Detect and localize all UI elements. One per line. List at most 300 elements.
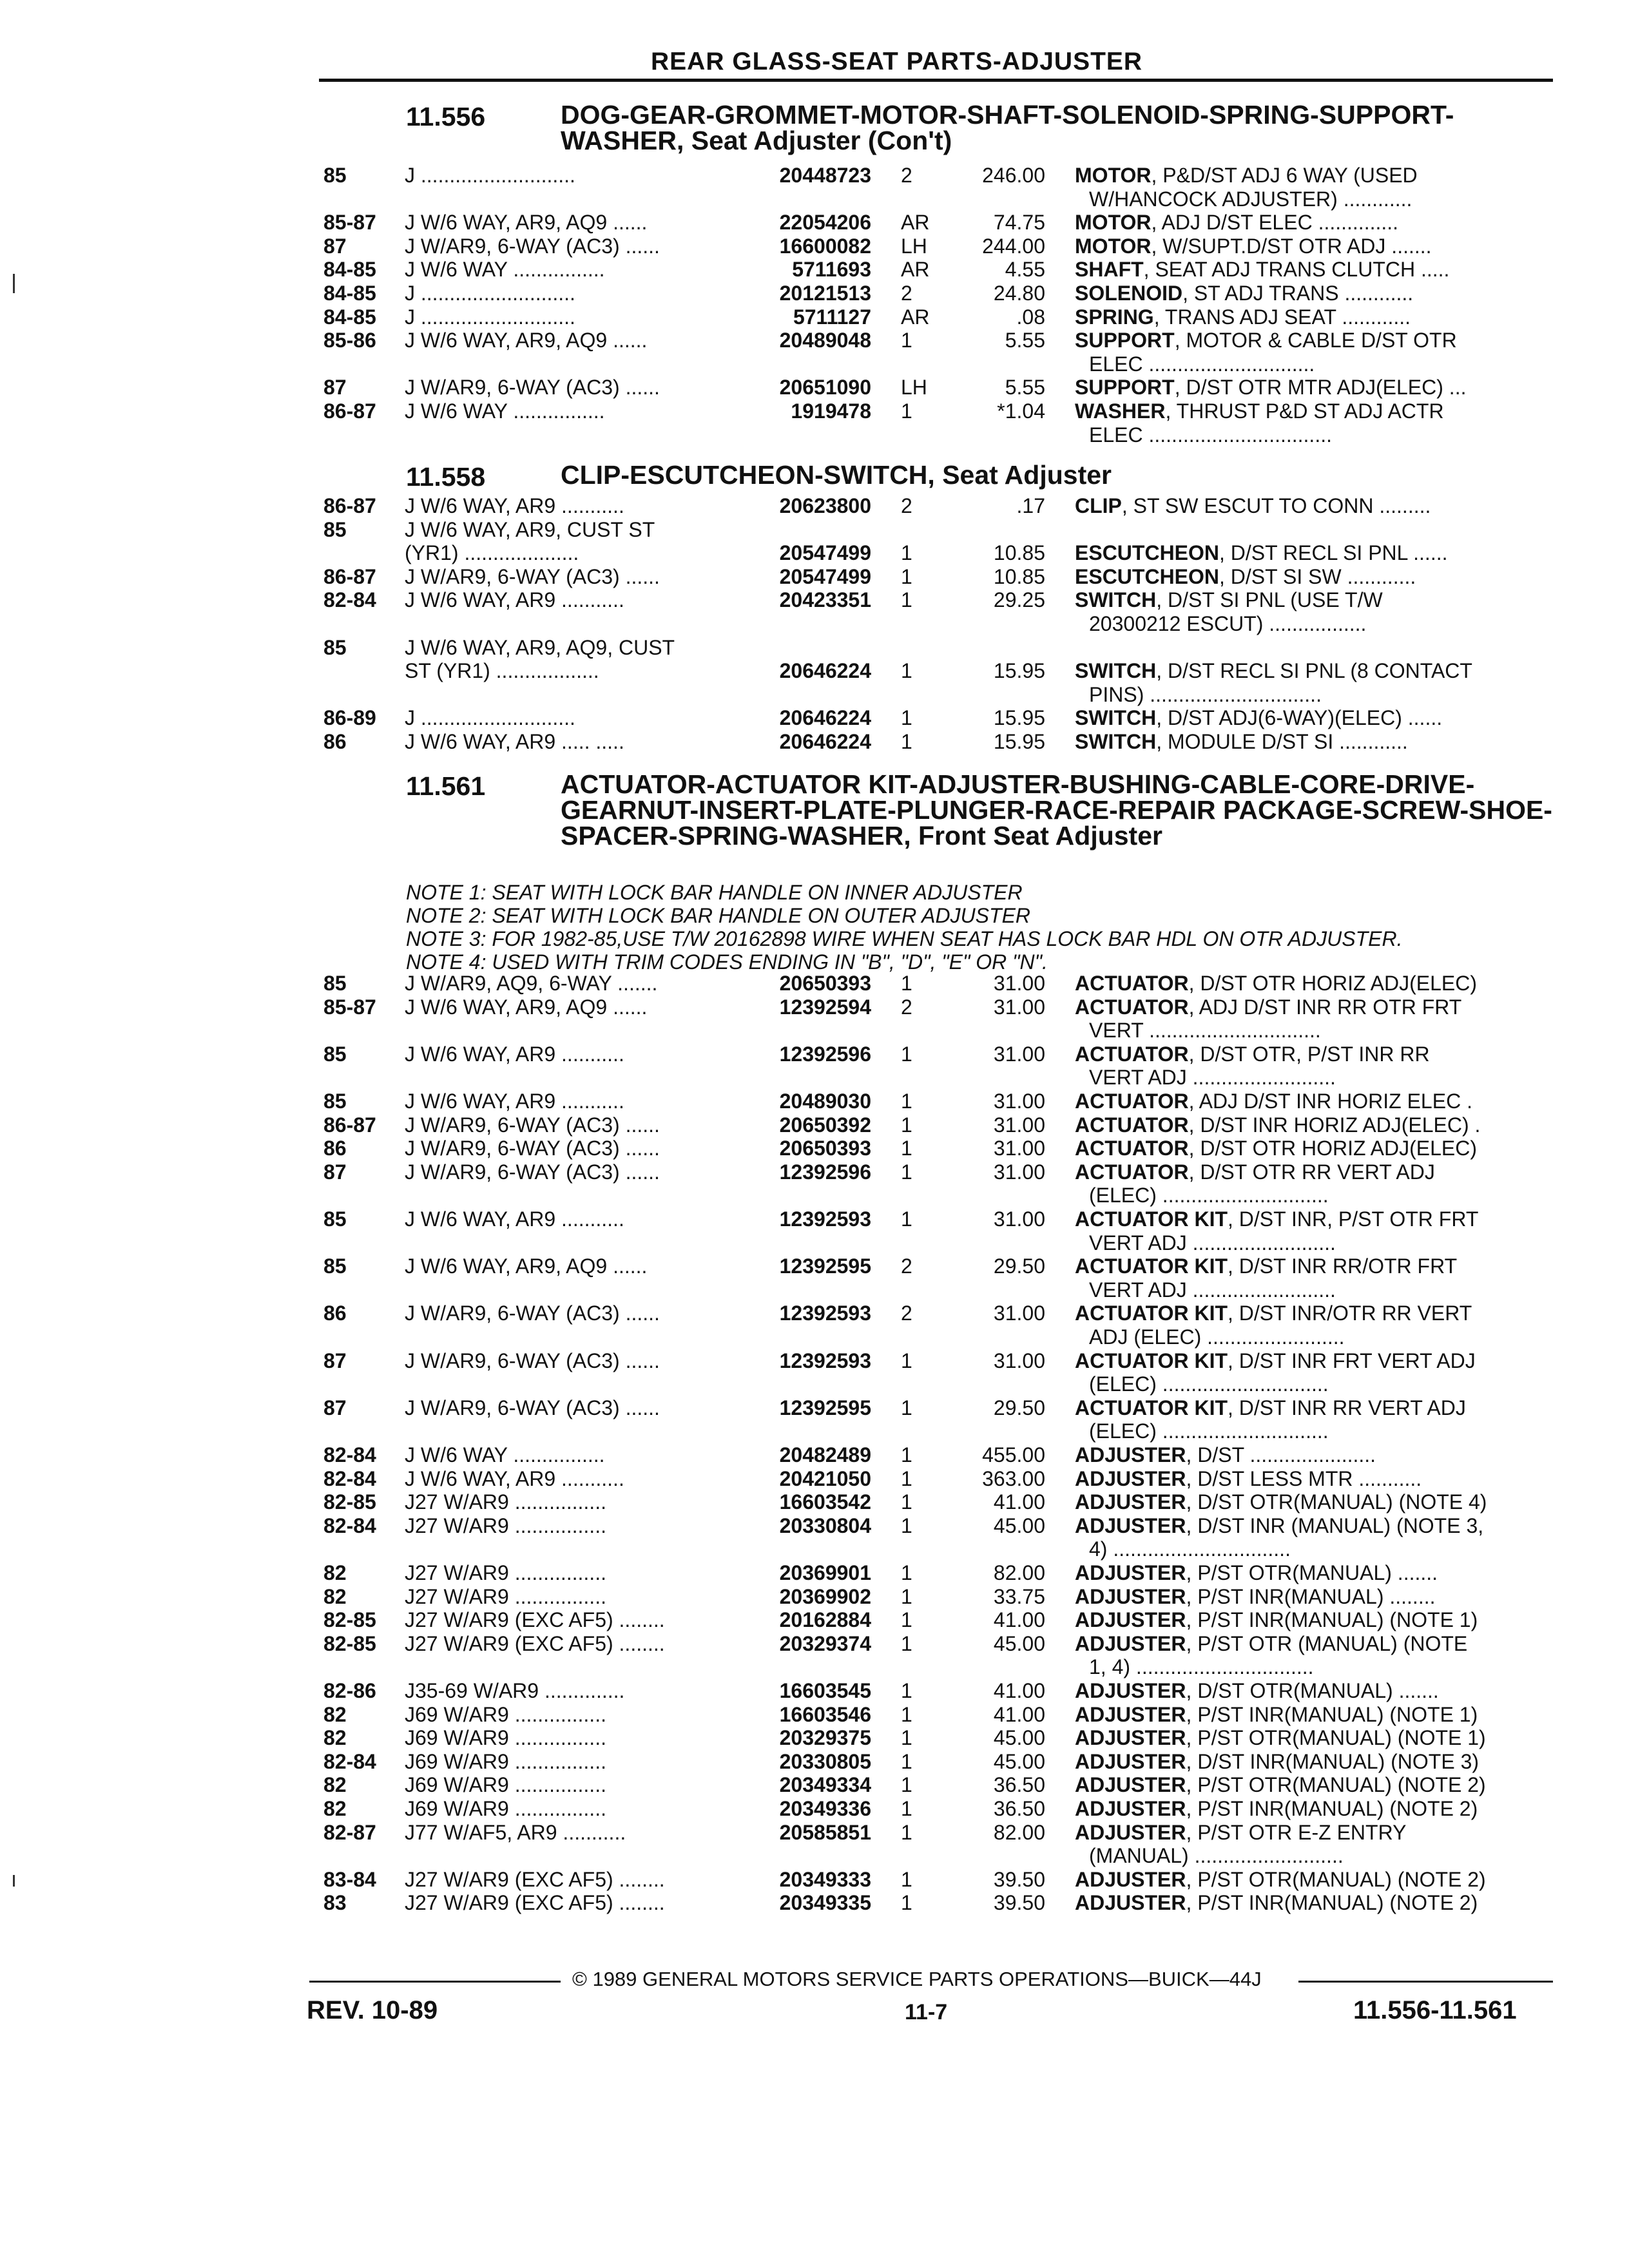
- part-name: [1075, 376, 1539, 399]
- part-number: 22054206: [779, 211, 871, 235]
- part-name: [1075, 565, 1539, 588]
- part-name-detail: , P/ST OTR(MANUAL) .......: [1186, 1561, 1438, 1584]
- model-years: 86-87: [323, 494, 376, 517]
- part-name-keyword: SWITCH: [1075, 588, 1157, 612]
- price: .08: [1016, 305, 1045, 329]
- table-row-continuation: [0, 683, 1629, 706]
- table-row: [0, 706, 1629, 729]
- part-name-continuation: (ELEC) .............................: [1089, 1372, 1329, 1396]
- part-name-detail: , SEAT ADJ TRANS CLUTCH .....: [1143, 258, 1450, 282]
- model-years: 85-87: [323, 211, 376, 235]
- part-name-continuation: PINS) ..............................: [1089, 682, 1322, 706]
- part-name-keyword: ADJUSTER: [1075, 1867, 1186, 1891]
- table-row: [0, 1821, 1629, 1844]
- part-name: [1075, 1868, 1539, 1891]
- application-description: J27 W/AR9 ................: [405, 1561, 606, 1584]
- table-row: [0, 235, 1629, 258]
- part-number: 1919478: [791, 399, 871, 423]
- price: 31.00: [993, 972, 1045, 995]
- table-row: [0, 1254, 1629, 1278]
- table-row: [0, 1490, 1629, 1514]
- price: 31.00: [993, 1160, 1045, 1184]
- quantity: 1: [901, 706, 912, 730]
- application-description: J27 W/AR9 ................: [405, 1514, 606, 1537]
- part-name-keyword: MOTOR: [1075, 211, 1152, 235]
- quantity: 1: [901, 1514, 912, 1537]
- part-name: [1075, 211, 1539, 234]
- part-number: 5711693: [792, 258, 871, 282]
- part-name-detail: , D/ST INR RR/OTR FRT: [1228, 1254, 1458, 1278]
- quantity: 1: [901, 1113, 912, 1137]
- model-years: 85-87: [323, 995, 376, 1019]
- table-row: [0, 730, 1629, 753]
- price: 41.00: [993, 1490, 1045, 1514]
- quantity: 1: [901, 1749, 912, 1773]
- part-number: 12392594: [779, 995, 871, 1019]
- part-number: 20329374: [779, 1631, 871, 1655]
- quantity: 1: [901, 1702, 912, 1726]
- part-name-continuation: 1, 4) ...............................: [1089, 1655, 1314, 1679]
- part-name: [1075, 972, 1539, 995]
- application-description: J W/AR9, 6-WAY (AC3) ......: [405, 1396, 660, 1419]
- part-name-detail: , D/ST SI PNL (USE T/W: [1156, 588, 1383, 612]
- part-name-detail: , D/ST INR, P/ST OTR FRT: [1228, 1207, 1479, 1231]
- application-description: J W/6 WAY ................: [405, 258, 605, 282]
- part-name-keyword: ESCUTCHEON: [1075, 564, 1220, 588]
- application-description: J ...........................: [405, 282, 575, 305]
- application-description: J27 W/AR9 (EXC AF5) ........: [405, 1631, 665, 1655]
- table-row: [0, 1349, 1629, 1372]
- model-years: 82-87: [323, 1820, 376, 1844]
- quantity: 1: [901, 1631, 912, 1655]
- part-number: 16603545: [779, 1679, 871, 1702]
- part-number: 12392595: [779, 1396, 871, 1419]
- part-name: [1075, 258, 1539, 281]
- part-number: 12392593: [779, 1207, 871, 1231]
- quantity: 1: [901, 1820, 912, 1844]
- part-name-keyword: ADJUSTER: [1075, 1561, 1186, 1584]
- part-name-keyword: ADJUSTER: [1075, 1490, 1186, 1514]
- part-name-keyword: ACTUATOR: [1075, 1042, 1189, 1066]
- price: 15.95: [993, 659, 1045, 683]
- application-description: J W/6 WAY, AR9 ...........: [405, 588, 624, 612]
- table-row: [0, 541, 1629, 564]
- model-years: 82: [323, 1797, 347, 1820]
- part-name-continuation: W/HANCOCK ADJUSTER) ............: [1089, 187, 1412, 211]
- part-name-keyword: ADJUSTER: [1075, 1608, 1186, 1632]
- part-name-keyword: ACTUATOR: [1075, 1113, 1189, 1137]
- application-description: J27 W/AR9 (EXC AF5) ........: [405, 1608, 665, 1632]
- part-name-continuation: VERT ADJ .........................: [1089, 1066, 1336, 1090]
- part-name-detail: , D/ST OTR RR VERT ADJ: [1188, 1160, 1435, 1184]
- part-name-keyword: SUPPORT: [1075, 376, 1175, 399]
- table-row-continuation: [0, 1278, 1629, 1302]
- part-name-detail: , D/ST OTR, P/ST INR RR: [1188, 1042, 1430, 1066]
- quantity: LH: [901, 234, 927, 258]
- section-number: 11.561: [406, 771, 486, 801]
- table-row-continuation: [0, 1019, 1629, 1042]
- part-number: 12392595: [779, 1254, 871, 1278]
- price: .17: [1016, 494, 1045, 517]
- part-name-detail: , P&D/ST ADJ 6 WAY (USED: [1151, 164, 1418, 187]
- model-years: 85-86: [323, 329, 376, 352]
- table-row: [0, 494, 1629, 517]
- quantity: 1: [901, 1679, 912, 1702]
- footer-copyright: © 1989 GENERAL MOTORS SERVICE PARTS OPERATIONS—BUICK—44J: [572, 1968, 1262, 1990]
- application-description: J27 W/AR9 ................: [405, 1584, 606, 1608]
- table-row-continuation: [0, 352, 1629, 376]
- table-row: [0, 659, 1629, 682]
- price: 41.00: [993, 1679, 1045, 1702]
- part-name: [1075, 305, 1539, 329]
- part-name-detail: , ADJ D/ST ELEC ..............: [1151, 211, 1399, 235]
- model-years: 82: [323, 1726, 347, 1750]
- table-row: [0, 972, 1629, 995]
- footer-section-range: 11.556-11.561: [1353, 1996, 1517, 2024]
- price: 24.80: [993, 282, 1045, 305]
- part-name: [1075, 1137, 1539, 1160]
- quantity: 1: [901, 659, 912, 683]
- part-name-keyword: ACTUATOR KIT: [1075, 1254, 1228, 1278]
- part-name-keyword: ADJUSTER: [1075, 1820, 1186, 1844]
- price: 5.55: [1005, 329, 1045, 352]
- price: 31.00: [993, 995, 1045, 1019]
- model-years: 86: [323, 1302, 347, 1325]
- application-description: J69 W/AR9 ................: [405, 1749, 606, 1773]
- part-name: [1075, 1679, 1539, 1702]
- part-name: [1075, 1090, 1539, 1113]
- quantity: 1: [901, 1160, 912, 1184]
- part-name-detail: , ADJ D/ST INR HORIZ ELEC .: [1188, 1090, 1472, 1113]
- table-row-continuation: [0, 1184, 1629, 1207]
- table-row: [0, 305, 1629, 329]
- part-name-keyword: ADJUSTER: [1075, 1679, 1186, 1702]
- part-number: 20421050: [779, 1466, 871, 1490]
- part-name: [1075, 282, 1539, 305]
- table-row-continuation: [0, 1419, 1629, 1443]
- application-description: J ...........................: [405, 164, 575, 187]
- price: *1.04: [997, 399, 1045, 423]
- part-name-detail: , D/ST ......................: [1186, 1443, 1376, 1466]
- part-name-keyword: ADJUSTER: [1075, 1773, 1186, 1797]
- part-name: [1075, 399, 1539, 423]
- part-name-keyword: SHAFT: [1075, 258, 1144, 282]
- part-number: 20651090: [779, 376, 871, 399]
- section-title: DOG-GEAR-GROMMET-MOTOR-SHAFT-SOLENOID-SPRING-SUPPORT-WASHER, Seat Adjuster (Con't): [561, 100, 1454, 155]
- table-row: [0, 1868, 1629, 1891]
- part-number: 20349333: [779, 1867, 871, 1891]
- application-description: J77 W/AF5, AR9 ...........: [405, 1820, 626, 1844]
- part-name-keyword: ADJUSTER: [1075, 1726, 1186, 1750]
- part-number: 20349336: [779, 1797, 871, 1820]
- price: 45.00: [993, 1749, 1045, 1773]
- part-name-keyword: ACTUATOR KIT: [1075, 1396, 1228, 1419]
- model-years: 84-85: [323, 258, 376, 282]
- application-description: J69 W/AR9 ................: [405, 1726, 606, 1750]
- part-number: 20482489: [779, 1443, 871, 1466]
- part-number: 20650393: [779, 1137, 871, 1160]
- model-years: 87: [323, 376, 347, 399]
- part-name-detail: , W/SUPT.D/ST OTR ADJ .......: [1151, 234, 1432, 258]
- quantity: AR: [901, 258, 930, 282]
- header-rule: [319, 79, 1553, 82]
- part-name-continuation: ELEC .............................: [1089, 352, 1315, 376]
- part-name-keyword: ADJUSTER: [1075, 1514, 1186, 1537]
- section-number: 11.556: [406, 102, 486, 131]
- part-name-continuation: ELEC ................................: [1089, 423, 1332, 447]
- part-name: [1075, 1443, 1539, 1466]
- part-name-detail: , P/ST OTR(MANUAL) (NOTE 1): [1186, 1726, 1486, 1750]
- price: 31.00: [993, 1302, 1045, 1325]
- quantity: 1: [901, 564, 912, 588]
- part-number: 20121513: [779, 282, 871, 305]
- part-name-keyword: SOLENOID: [1075, 282, 1183, 305]
- quantity: 2: [901, 1302, 912, 1325]
- quantity: 1: [901, 1867, 912, 1891]
- part-name: [1075, 1891, 1539, 1914]
- part-name-detail: , P/ST INR(MANUAL) (NOTE 1): [1186, 1608, 1478, 1632]
- price: 246.00: [982, 164, 1045, 187]
- table-row: [0, 565, 1629, 588]
- part-name: [1075, 1821, 1539, 1844]
- application-description: J ...........................: [405, 305, 575, 329]
- model-years: 82-85: [323, 1631, 376, 1655]
- table-row-continuation: [0, 1372, 1629, 1396]
- quantity: 1: [901, 730, 912, 753]
- application-description: J35-69 W/AR9 ..............: [405, 1679, 625, 1702]
- model-years: 86: [323, 1137, 347, 1160]
- table-row: [0, 636, 1629, 659]
- table-row: [0, 1467, 1629, 1490]
- price: 244.00: [982, 234, 1045, 258]
- application-description: J W/6 WAY, AR9, AQ9 ......: [405, 211, 648, 235]
- quantity: 1: [901, 1207, 912, 1231]
- model-years: 87: [323, 1396, 347, 1419]
- application-description: J W/6 WAY, AR9 ...........: [405, 494, 624, 517]
- part-name-detail: , D/ST OTR MTR ADJ(ELEC) ...: [1174, 376, 1467, 399]
- application-description: (YR1) ....................: [405, 541, 579, 565]
- part-number: 20623800: [779, 494, 871, 517]
- part-name-detail: , D/ST OTR(MANUAL) .......: [1186, 1679, 1439, 1702]
- part-number: 16600082: [779, 234, 871, 258]
- part-name: [1075, 1561, 1539, 1584]
- price: 31.00: [993, 1349, 1045, 1372]
- section-number: 11.558: [406, 462, 486, 492]
- part-number: 12392596: [779, 1042, 871, 1066]
- application-description: J W/6 WAY, AR9, AQ9, CUST: [405, 635, 675, 659]
- table-row: [0, 1726, 1629, 1749]
- part-name-detail: , P/ST INR(MANUAL) (NOTE 1): [1186, 1702, 1478, 1726]
- part-name-keyword: ACTUATOR: [1075, 1160, 1189, 1184]
- model-years: 87: [323, 1160, 347, 1184]
- part-name-detail: , D/ST RECL SI PNL (8 CONTACT: [1156, 659, 1472, 683]
- part-number: 20547499: [779, 564, 871, 588]
- part-name-keyword: MOTOR: [1075, 164, 1152, 187]
- part-name-detail: , D/ST INR FRT VERT ADJ: [1228, 1349, 1476, 1372]
- part-name-continuation: (MANUAL) ..........................: [1089, 1844, 1344, 1868]
- part-name-continuation: 4) ...............................: [1089, 1537, 1291, 1561]
- part-name-detail: , D/ST INR/OTR RR VERT: [1228, 1302, 1472, 1325]
- model-years: 82-85: [323, 1608, 376, 1632]
- footer-page-number: 11-7: [905, 2000, 948, 2024]
- part-name: [1075, 659, 1539, 682]
- part-name-keyword: ADJUSTER: [1075, 1584, 1186, 1608]
- section-title: ACTUATOR-ACTUATOR KIT-ADJUSTER-BUSHING-CABLE-CORE-DRIVE-GEARNUT-INSERT-PLATE-PLUNGER-RACE-REPAIR PACKAGE-SCREW-SHOE-SPACER-SPRING-WASHER, Front Seat Adjuster: [561, 769, 1552, 850]
- table-row: [0, 1160, 1629, 1184]
- part-name-keyword: ADJUSTER: [1075, 1466, 1186, 1490]
- model-years: 87: [323, 1349, 347, 1372]
- quantity: LH: [901, 376, 927, 399]
- part-name: [1075, 541, 1539, 564]
- price: 10.85: [993, 564, 1045, 588]
- price: 82.00: [993, 1820, 1045, 1844]
- table-row-continuation: [0, 612, 1629, 635]
- application-description: J27 W/AR9 (EXC AF5) ........: [405, 1867, 665, 1891]
- table-row: [0, 1514, 1629, 1537]
- table-row-continuation: [0, 187, 1629, 211]
- table-row: [0, 376, 1629, 399]
- scan-mark: [13, 274, 15, 293]
- part-name: [1075, 1490, 1539, 1514]
- part-name-continuation: VERT ADJ .........................: [1089, 1231, 1336, 1254]
- application-description: J W/6 WAY, AR9 ...........: [405, 1090, 624, 1113]
- part-name: [1075, 1608, 1539, 1631]
- price: 36.50: [993, 1773, 1045, 1797]
- footer-rule-right: [1298, 1981, 1553, 1983]
- table-row: [0, 1113, 1629, 1137]
- application-description: J W/6 WAY, AR9 ...........: [405, 1042, 624, 1066]
- model-years: 86-87: [323, 399, 376, 423]
- application-description: J W/6 WAY, AR9 ...........: [405, 1466, 624, 1490]
- price: 29.50: [993, 1396, 1045, 1419]
- table-row: [0, 164, 1629, 187]
- part-name: [1075, 995, 1539, 1019]
- application-description: J W/6 WAY, AR9 ...........: [405, 1207, 624, 1231]
- part-name-detail: , P/ST OTR(MANUAL) (NOTE 2): [1186, 1773, 1486, 1797]
- table-row: [0, 329, 1629, 352]
- model-years: 82: [323, 1702, 347, 1726]
- part-name-keyword: ADJUSTER: [1075, 1797, 1186, 1820]
- table-row: [0, 1207, 1629, 1231]
- model-years: 82-86: [323, 1679, 376, 1702]
- part-number: 20369902: [779, 1584, 871, 1608]
- quantity: 2: [901, 164, 912, 187]
- part-name: [1075, 1349, 1539, 1372]
- price: 31.00: [993, 1113, 1045, 1137]
- model-years: 82: [323, 1773, 347, 1797]
- table-row: [0, 1396, 1629, 1419]
- part-name: [1075, 1632, 1539, 1655]
- price: 45.00: [993, 1514, 1045, 1537]
- table-row-continuation: [0, 1325, 1629, 1349]
- part-name-detail: , D/ST INR(MANUAL) (NOTE 3): [1186, 1749, 1480, 1773]
- application-description: J W/6 WAY ................: [405, 1443, 605, 1466]
- part-name-detail: , ST SW ESCUT TO CONN .........: [1121, 494, 1431, 517]
- model-years: 86-87: [323, 564, 376, 588]
- table-row: [0, 1773, 1629, 1796]
- part-name-detail: , P/ST OTR(MANUAL) (NOTE 2): [1186, 1867, 1486, 1891]
- part-name-detail: , D/ST RECL SI PNL ......: [1219, 541, 1448, 565]
- application-description: J W/AR9, 6-WAY (AC3) ......: [405, 376, 660, 399]
- quantity: 2: [901, 282, 912, 305]
- table-row: [0, 211, 1629, 234]
- quantity: 1: [901, 399, 912, 423]
- table-row: [0, 1043, 1629, 1066]
- part-name: [1075, 1726, 1539, 1749]
- price: 31.00: [993, 1090, 1045, 1113]
- part-name-keyword: SUPPORT: [1075, 329, 1175, 352]
- part-name-keyword: SWITCH: [1075, 706, 1157, 730]
- price: 31.00: [993, 1042, 1045, 1066]
- table-row-continuation: [0, 423, 1629, 447]
- table-row-continuation: [0, 1655, 1629, 1678]
- part-name-keyword: CLIP: [1075, 494, 1122, 517]
- part-number: 20489030: [779, 1090, 871, 1113]
- model-years: 83: [323, 1891, 347, 1915]
- model-years: 82-84: [323, 588, 376, 612]
- part-name: [1075, 1750, 1539, 1773]
- price: 39.50: [993, 1867, 1045, 1891]
- part-name-keyword: SWITCH: [1075, 730, 1157, 753]
- application-description: J W/6 WAY, AR9, AQ9 ......: [405, 329, 648, 352]
- part-name-detail: , TRANS ADJ SEAT ............: [1153, 305, 1411, 329]
- model-years: 85: [323, 1207, 347, 1231]
- quantity: 2: [901, 995, 912, 1019]
- part-name: [1075, 1514, 1539, 1537]
- part-name-keyword: ADJUSTER: [1075, 1702, 1186, 1726]
- part-name-detail: , P/ST OTR (MANUAL) (NOTE: [1186, 1631, 1468, 1655]
- part-name: [1075, 1207, 1539, 1231]
- part-name-detail: , D/ST INR (MANUAL) (NOTE 3,: [1186, 1514, 1484, 1537]
- part-name-keyword: ADJUSTER: [1075, 1749, 1186, 1773]
- part-name-keyword: ADJUSTER: [1075, 1443, 1186, 1466]
- application-description: J27 W/AR9 ................: [405, 1490, 606, 1514]
- price: 4.55: [1005, 258, 1045, 282]
- quantity: 1: [901, 541, 912, 565]
- price: 31.00: [993, 1207, 1045, 1231]
- part-name-detail: , P/ST INR(MANUAL) (NOTE 2): [1186, 1797, 1478, 1820]
- part-name-keyword: MOTOR: [1075, 234, 1152, 258]
- part-name: [1075, 1703, 1539, 1726]
- part-name-keyword: SPRING: [1075, 305, 1154, 329]
- part-name: [1075, 706, 1539, 729]
- quantity: 1: [901, 1726, 912, 1750]
- part-number: 20646224: [779, 706, 871, 730]
- model-years: 85: [323, 635, 347, 659]
- quantity: 1: [901, 1490, 912, 1514]
- footer-revision: REV. 10-89: [307, 1996, 438, 2024]
- part-name: [1075, 235, 1539, 258]
- model-years: 85: [323, 1042, 347, 1066]
- part-number: 20349334: [779, 1773, 871, 1797]
- table-row: [0, 1679, 1629, 1702]
- model-years: 82: [323, 1561, 347, 1584]
- table-row-continuation: [0, 1537, 1629, 1561]
- part-number: 20423351: [779, 588, 871, 612]
- part-name: [1075, 1773, 1539, 1796]
- scan-mark: [13, 1875, 15, 1887]
- table-row-continuation: [0, 1844, 1629, 1867]
- price: 29.25: [993, 588, 1045, 612]
- part-number: 20650392: [779, 1113, 871, 1137]
- application-description: J69 W/AR9 ................: [405, 1702, 606, 1726]
- quantity: 2: [901, 1254, 912, 1278]
- quantity: 1: [901, 1773, 912, 1797]
- table-row: [0, 1561, 1629, 1584]
- part-name: [1075, 494, 1539, 517]
- price: 5.55: [1005, 376, 1045, 399]
- table-row-continuation: [0, 1066, 1629, 1089]
